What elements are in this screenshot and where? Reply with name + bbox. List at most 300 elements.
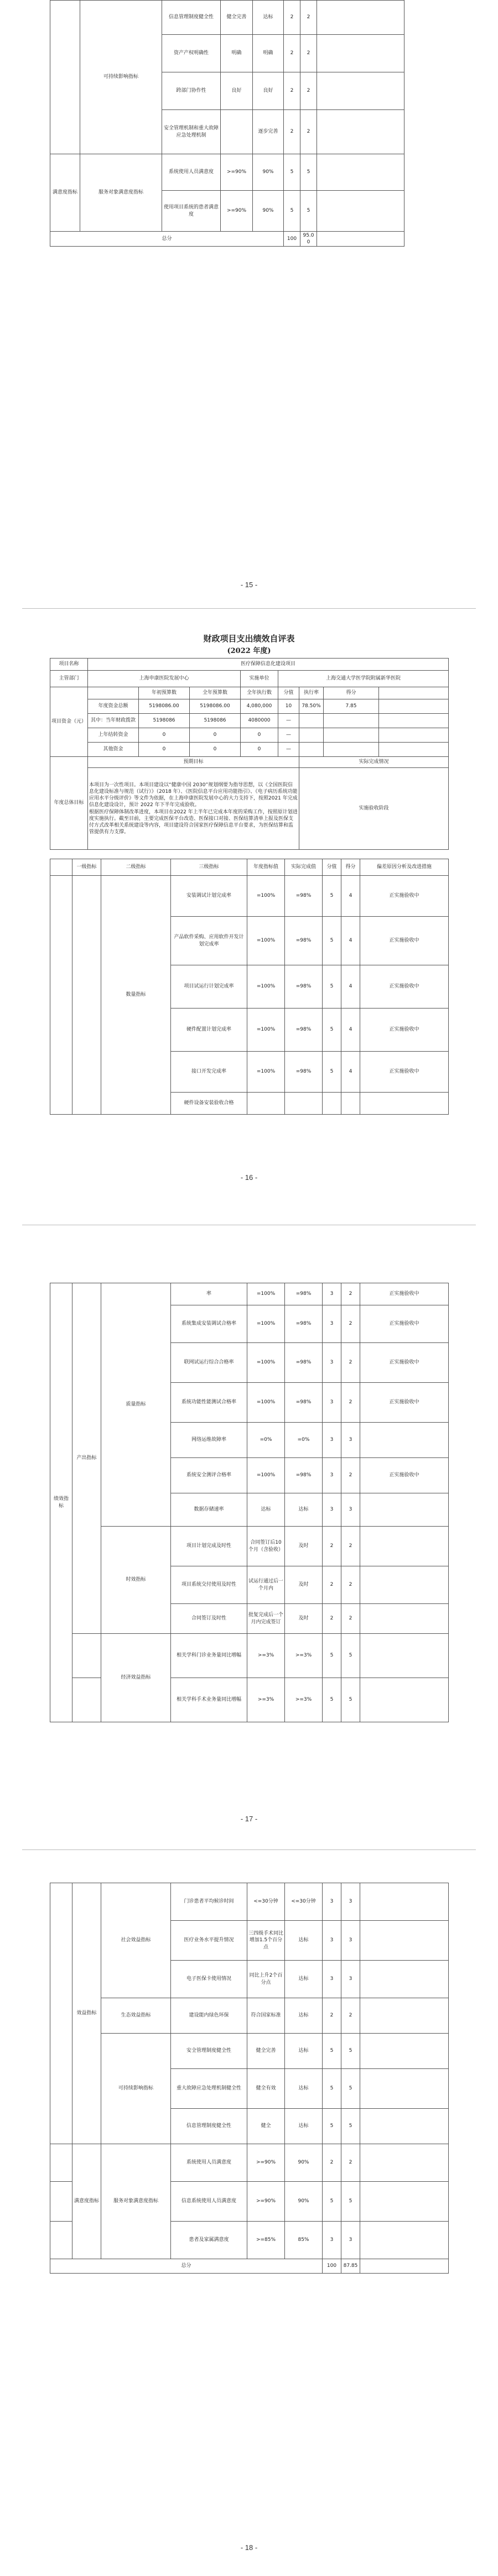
ind-head: 二级指标 bbox=[101, 859, 171, 876]
target-value: 试运行通过后一个月内 bbox=[247, 1566, 285, 1604]
note bbox=[360, 2109, 449, 2144]
l3-indicator: 项目系统交付使用及时性 bbox=[171, 1566, 247, 1604]
actual-value: =98% bbox=[285, 1383, 323, 1423]
l3-indicator: 信息管理制度健全性 bbox=[162, 1, 221, 35]
deviation-note: 正实施验收中 bbox=[360, 1343, 449, 1383]
score: 2 bbox=[341, 1604, 360, 1634]
deviation-note: 正实施验收中 bbox=[360, 917, 449, 965]
page-16 bbox=[0, 625, 498, 1222]
fund-head: 分值 bbox=[278, 687, 299, 699]
page-number: - 17 - bbox=[240, 1815, 258, 1823]
target-value: =100% bbox=[247, 1305, 285, 1343]
fund-cell: 4080000 bbox=[241, 714, 278, 728]
note bbox=[317, 232, 404, 247]
dept-value: 上海申康医院发展中心 bbox=[88, 671, 241, 687]
target-value: <=30分钟 bbox=[247, 1883, 285, 1921]
fund-cell: — bbox=[278, 728, 299, 743]
deviation-note bbox=[360, 1423, 449, 1458]
target-value: =0% bbox=[247, 1423, 285, 1458]
weight: 2 bbox=[284, 1, 300, 35]
l2-time: 时效指标 bbox=[101, 1527, 171, 1634]
score: 3 bbox=[341, 2222, 360, 2259]
target-value bbox=[247, 1093, 285, 1115]
cell-blank bbox=[50, 2144, 72, 2182]
fund-cell: 0 bbox=[241, 728, 278, 743]
weight: 3 bbox=[323, 1458, 341, 1493]
total-full: 100 bbox=[323, 2259, 341, 2274]
total-score: 87.85 bbox=[341, 2259, 360, 2274]
l3-indicator: 硬件设备安装验收合格 bbox=[171, 1093, 247, 1115]
target-value: 符合国家标准 bbox=[247, 1998, 285, 2034]
cell-blank bbox=[72, 876, 101, 1115]
weight: 3 bbox=[323, 1493, 341, 1527]
target-value: =100% bbox=[247, 876, 285, 917]
note bbox=[360, 2222, 449, 2259]
weight: 3 bbox=[323, 2222, 341, 2259]
l1-satisfaction: 满意度指标 bbox=[72, 2144, 101, 2259]
cell-blank bbox=[50, 859, 72, 876]
score: 4 bbox=[341, 917, 360, 965]
actual-value: 达标 bbox=[285, 1493, 323, 1527]
l3-indicator: 建设能内绿色环保 bbox=[171, 1998, 247, 2034]
weight: 2 bbox=[284, 72, 300, 110]
cell-blank bbox=[379, 687, 449, 699]
target-value: 健全 bbox=[247, 2109, 285, 2144]
l3-indicator: 信息管理制度健全性 bbox=[171, 2109, 247, 2144]
score: 5 bbox=[300, 191, 317, 232]
deviation-note: 正实施验收中 bbox=[360, 1305, 449, 1343]
actual-value: >=3% bbox=[285, 1678, 323, 1722]
indicator-table-p15 bbox=[50, 0, 404, 247]
score: 4 bbox=[341, 876, 360, 917]
ind-head: 实际完成值 bbox=[285, 859, 323, 876]
cell-blank bbox=[379, 728, 449, 743]
actual-value: =98% bbox=[285, 1052, 323, 1093]
l2-quantity: 数量指标 bbox=[101, 876, 171, 1115]
weight: 3 bbox=[323, 1383, 341, 1423]
fund-cell bbox=[299, 728, 324, 743]
l2-service: 服务对象满意度指标 bbox=[80, 154, 162, 232]
actual-value: 及时 bbox=[285, 1566, 323, 1604]
score: 2 bbox=[341, 1305, 360, 1343]
note bbox=[317, 110, 404, 154]
cell-blank bbox=[88, 687, 139, 699]
fund-cell: 0 bbox=[139, 728, 190, 743]
page-17 bbox=[0, 1227, 498, 1852]
fund-head: 全年执行数 bbox=[241, 687, 278, 699]
deviation-note: 正实施验收中 bbox=[360, 1458, 449, 1493]
weight: 2 bbox=[323, 1604, 341, 1634]
page-number: - 18 - bbox=[240, 2543, 258, 2552]
l3-indicator: 项目试运行计划完成率 bbox=[171, 965, 247, 1009]
target-value: =100% bbox=[247, 1283, 285, 1305]
l3-indicator: 安装调试计划完成率 bbox=[171, 876, 247, 917]
weight: 3 bbox=[323, 1343, 341, 1383]
actual-value: 明确 bbox=[253, 35, 284, 72]
weight: 5 bbox=[323, 965, 341, 1009]
actual-value: =98% bbox=[285, 1458, 323, 1493]
l3-indicator: 安全管理制度健全性 bbox=[171, 2034, 247, 2069]
name-label: 项目名称 bbox=[50, 659, 88, 671]
actual-value: 90% bbox=[253, 191, 284, 232]
total-score: 95.00 bbox=[300, 232, 317, 247]
score: 5 bbox=[341, 2182, 360, 2222]
target-value: 批复完成后一个月内完成签订 bbox=[247, 1604, 285, 1634]
target-value: >=90% bbox=[247, 2144, 285, 2182]
deviation-note bbox=[360, 1634, 449, 1678]
actual-value: =98% bbox=[285, 1283, 323, 1305]
target-value: >=85% bbox=[247, 2222, 285, 2259]
l3-indicator: 资产产权明确性 bbox=[162, 35, 221, 72]
score: 2 bbox=[341, 1998, 360, 2034]
fund-row-label: 其他资金 bbox=[88, 743, 139, 757]
actual-value bbox=[285, 1093, 323, 1115]
weight: 2 bbox=[284, 35, 300, 72]
cell-blank bbox=[50, 1883, 72, 2144]
actual-value: =0% bbox=[285, 1423, 323, 1458]
actual-value: 90% bbox=[253, 154, 284, 191]
actual-value: 达标 bbox=[253, 1, 284, 35]
score bbox=[341, 1093, 360, 1115]
l2-quality: 质量指标 bbox=[101, 1283, 171, 1527]
note bbox=[360, 1921, 449, 1961]
actual-value: 及时 bbox=[285, 1527, 323, 1566]
note bbox=[360, 2034, 449, 2069]
actual-value: 良好 bbox=[253, 72, 284, 110]
l3-indicator: 联网试运行综合合格率 bbox=[171, 1343, 247, 1383]
weight: 2 bbox=[323, 1566, 341, 1604]
score: 2 bbox=[341, 1458, 360, 1493]
deviation-note: 正实施验收中 bbox=[360, 1383, 449, 1423]
target-value: >=3% bbox=[247, 1678, 285, 1722]
weight: 5 bbox=[323, 876, 341, 917]
target-value: >=90% bbox=[221, 191, 253, 232]
fund-cell: 78.50% bbox=[299, 699, 324, 714]
fund-cell bbox=[299, 714, 324, 728]
l3-indicator: 硬件配置计划完成率 bbox=[171, 1009, 247, 1052]
deviation-note bbox=[360, 1604, 449, 1634]
score: 4 bbox=[341, 1009, 360, 1052]
target-value: 合同签订后10个月（含验收） bbox=[247, 1527, 285, 1566]
total-full: 100 bbox=[284, 232, 300, 247]
target-value: =100% bbox=[247, 1009, 285, 1052]
actual-value: =98% bbox=[285, 1343, 323, 1383]
project-info-table bbox=[50, 658, 449, 850]
note bbox=[360, 2182, 449, 2222]
actual-value: =98% bbox=[285, 1009, 323, 1052]
deviation-note: 正实施验收中 bbox=[360, 1009, 449, 1052]
total-label: 总分 bbox=[50, 232, 284, 247]
weight: 3 bbox=[323, 1423, 341, 1458]
fund-cell: 0 bbox=[241, 743, 278, 757]
weight bbox=[323, 1093, 341, 1115]
fund-cell: — bbox=[278, 714, 299, 728]
score: 5 bbox=[341, 1634, 360, 1678]
target-value: >=90% bbox=[221, 154, 253, 191]
report-title: 财政项目支出绩效自评表 bbox=[203, 634, 295, 644]
fund-head: 执行率 bbox=[299, 687, 324, 699]
score: 2 bbox=[341, 1383, 360, 1423]
actual-value: =98% bbox=[285, 876, 323, 917]
weight: 2 bbox=[323, 2144, 341, 2182]
l3-indicator: 信息系统使用人员满意度 bbox=[171, 2182, 247, 2222]
score: 5 bbox=[341, 2034, 360, 2069]
page-divider bbox=[22, 608, 476, 609]
weight: 3 bbox=[323, 1883, 341, 1921]
fund-cell bbox=[299, 743, 324, 757]
goal-expected-text bbox=[88, 768, 299, 850]
fund-cell bbox=[324, 728, 379, 743]
l2-sustain: 可持续影响指标 bbox=[80, 1, 162, 154]
weight: 2 bbox=[323, 1998, 341, 2034]
target-value: =100% bbox=[247, 1343, 285, 1383]
fund-row-label: 年度资金总额 bbox=[88, 699, 139, 714]
page-number: - 15 - bbox=[240, 581, 258, 589]
ind-head: 偏差原因分析及改进措施 bbox=[360, 859, 449, 876]
l3-indicator: 系统集成安装调试合格率 bbox=[171, 1305, 247, 1343]
deviation-note bbox=[360, 1093, 449, 1115]
report-year: (2022 年度) bbox=[227, 647, 271, 655]
score: 2 bbox=[300, 1, 317, 35]
l3-indicator: 率 bbox=[171, 1283, 247, 1305]
note bbox=[360, 2259, 449, 2274]
note bbox=[360, 2144, 449, 2182]
l1-perf: 绩效指标 bbox=[50, 1283, 72, 1722]
score: 5 bbox=[300, 154, 317, 191]
target-value: =100% bbox=[247, 1052, 285, 1093]
cell-blank bbox=[379, 743, 449, 757]
actual-value: 85% bbox=[285, 2222, 323, 2259]
fund-cell: 4,080,000 bbox=[241, 699, 278, 714]
fund-cell bbox=[324, 714, 379, 728]
indicator-table-p16 bbox=[50, 859, 449, 1115]
weight: 5 bbox=[323, 2109, 341, 2144]
actual-value: 达标 bbox=[285, 1998, 323, 2034]
weight: 5 bbox=[284, 154, 300, 191]
l2-eco: 生态效益指标 bbox=[101, 1998, 171, 2034]
fund-head: 全年预算数 bbox=[190, 687, 241, 699]
ind-head: 得分 bbox=[341, 859, 360, 876]
l2-service: 服务对象满意度指标 bbox=[101, 2144, 171, 2259]
weight: 3 bbox=[323, 1921, 341, 1961]
target-value: 明确 bbox=[221, 35, 253, 72]
score: 2 bbox=[341, 1283, 360, 1305]
score: 3 bbox=[341, 1493, 360, 1527]
cell-blank bbox=[50, 2182, 72, 2222]
impl-value: 上海交通大学医学院附属新华医院 bbox=[278, 671, 449, 687]
deviation-note bbox=[360, 1566, 449, 1604]
score: 3 bbox=[341, 1961, 360, 1998]
actual-value: 达标 bbox=[285, 2109, 323, 2144]
note bbox=[360, 1998, 449, 2034]
target-value: 达标 bbox=[247, 1493, 285, 1527]
deviation-note bbox=[360, 1527, 449, 1566]
weight: 2 bbox=[284, 110, 300, 154]
target-value: 健全有效 bbox=[247, 2069, 285, 2109]
l3-indicator: 使用项目系统的患者满意度 bbox=[162, 191, 221, 232]
fund-cell: 5198086.00 bbox=[139, 699, 190, 714]
score: 5 bbox=[341, 2109, 360, 2144]
fund-cell: 5198086 bbox=[139, 714, 190, 728]
indicator-table-p17 bbox=[50, 1283, 449, 1722]
score: 3 bbox=[341, 1921, 360, 1961]
l3-indicator: 数据存储速率 bbox=[171, 1493, 247, 1527]
l2-economic: 经济效益指标 bbox=[101, 1634, 171, 1722]
fund-row-label: 上年结转资金 bbox=[88, 728, 139, 743]
l3-indicator: 相关学科手术业务量同比增幅 bbox=[171, 1678, 247, 1722]
ind-head: 一级指标 bbox=[72, 859, 101, 876]
note bbox=[317, 1, 404, 35]
weight: 5 bbox=[284, 191, 300, 232]
l3-indicator: 合同签订及时性 bbox=[171, 1604, 247, 1634]
fund-cell: 5198086.00 bbox=[190, 699, 241, 714]
actual-value: 90% bbox=[285, 2144, 323, 2182]
score: 2 bbox=[341, 2144, 360, 2182]
weight: 5 bbox=[323, 1009, 341, 1052]
weight: 3 bbox=[323, 1305, 341, 1343]
l3-indicator: 系统使用人员满意度 bbox=[171, 2144, 247, 2182]
dept-label: 主管部门 bbox=[50, 671, 88, 687]
score: 5 bbox=[341, 1678, 360, 1722]
fund-cell: — bbox=[278, 743, 299, 757]
score: 4 bbox=[341, 965, 360, 1009]
score: 2 bbox=[300, 35, 317, 72]
l3-indicator: 接口开发完成率 bbox=[171, 1052, 247, 1093]
total-label: 总分 bbox=[50, 2259, 323, 2274]
weight: 5 bbox=[323, 2069, 341, 2109]
page-15 bbox=[0, 0, 498, 608]
fund-cell: 0 bbox=[190, 728, 241, 743]
weight: 3 bbox=[323, 1961, 341, 1998]
fund-cell: 7.85 bbox=[324, 699, 379, 714]
target-value: 三四级手术同比增加1.5个百分点 bbox=[247, 1921, 285, 1961]
l3-indicator: 电子医保卡使用情况 bbox=[171, 1961, 247, 1998]
score: 3 bbox=[341, 1883, 360, 1921]
l3-indicator: 医疗业务水平提升情况 bbox=[171, 1921, 247, 1961]
score: 2 bbox=[341, 1566, 360, 1604]
page-number: - 16 - bbox=[240, 1173, 258, 1182]
weight: 5 bbox=[323, 2034, 341, 2069]
l2-social: 社会效益指标 bbox=[101, 1883, 171, 1998]
goal-paragraph-1: 本项目为一次性项目。本项目建设以“健康中国 2030”规划纲要为指导思想，以《全国医院信息化建设标准与规范（试行）》（2018 年）、《医院信息平台应用功能指引》、《电子病历系统功能应用水平分级评价》等文件为依据，在上海申康医院发展中心的大力支持下，按照2021 年完成信息化建设设计，预计 2022 年下半年完成验收。 bbox=[89, 782, 298, 808]
fund-cell bbox=[324, 743, 379, 757]
deviation-note bbox=[360, 1678, 449, 1722]
l3-indicator: 跨部门协作性 bbox=[162, 72, 221, 110]
project-name: 医疗保障信息化建设项目 bbox=[88, 659, 449, 671]
note bbox=[317, 72, 404, 110]
target-value: 同比上升2个百分点 bbox=[247, 1961, 285, 1998]
deviation-note: 正实施验收中 bbox=[360, 965, 449, 1009]
l3-indicator: 系统安全测评合格率 bbox=[171, 1458, 247, 1493]
target-value: =100% bbox=[247, 965, 285, 1009]
score: 2 bbox=[341, 1343, 360, 1383]
weight: 5 bbox=[323, 917, 341, 965]
score: 2 bbox=[341, 1527, 360, 1566]
deviation-note: 正实施验收中 bbox=[360, 1283, 449, 1305]
target-value: =100% bbox=[247, 1383, 285, 1423]
fund-cell: 0 bbox=[139, 743, 190, 757]
note bbox=[360, 1961, 449, 1998]
weight: 5 bbox=[323, 1678, 341, 1722]
actual-value: 达标 bbox=[285, 1961, 323, 1998]
goal-label: 年度总体目标 bbox=[50, 757, 88, 850]
note bbox=[317, 191, 404, 232]
l3-indicator: 门诊患者平均候诊时间 bbox=[171, 1883, 247, 1921]
l3-indicator: 患者及家属满意度 bbox=[171, 2222, 247, 2259]
deviation-note: 正实施验收中 bbox=[360, 1052, 449, 1093]
ind-head: 三级指标 bbox=[171, 859, 247, 876]
actual-value: 及时 bbox=[285, 1604, 323, 1634]
l3-indicator: 重大故障应急处理机制健全性 bbox=[171, 2069, 247, 2109]
weight: 3 bbox=[323, 1283, 341, 1305]
l3-indicator: 安全管理机制和重大故障应急处理机制 bbox=[162, 110, 221, 154]
target-value: >=90% bbox=[247, 2182, 285, 2222]
l3-indicator: 产品软件采购、应用软件开发计划完成率 bbox=[171, 917, 247, 965]
l1-satisfaction: 满意度指标 bbox=[50, 154, 80, 232]
goal-paragraph-2: 根据医疗保障体制改革进度，本项目在2022 年上半年已完成本年度的采购工作，按照原计划进度实施执行。截至目前，主要完成医保平台改造、医保接口对接、医保结算清单上报及医保支付方式改革相关系统建设等内容，项目建设符合国家医疗保障信息平台要求，为医保结算和监管提供有力支撑。 bbox=[89, 809, 298, 835]
actual-value: 达标 bbox=[285, 2069, 323, 2109]
cell-blank bbox=[50, 876, 72, 1115]
score: 4 bbox=[341, 1052, 360, 1093]
note bbox=[317, 35, 404, 72]
score: 5 bbox=[341, 2069, 360, 2109]
target-value: 健全完善 bbox=[221, 1, 253, 35]
indicator-table-p18 bbox=[50, 1883, 449, 2274]
weight: 5 bbox=[323, 2182, 341, 2222]
note bbox=[360, 1883, 449, 1921]
weight: 5 bbox=[323, 1634, 341, 1678]
actual-value: =98% bbox=[285, 917, 323, 965]
impl-label: 实施单位 bbox=[241, 671, 278, 687]
ind-head: 年度指标值 bbox=[247, 859, 285, 876]
target-value: 健全完善 bbox=[247, 2034, 285, 2069]
cell-blank bbox=[72, 1678, 101, 1722]
fund-head: 得分 bbox=[324, 687, 379, 699]
target-value: 良好 bbox=[221, 72, 253, 110]
goal-expected-head: 预期目标 bbox=[88, 757, 299, 768]
actual-value: >=3% bbox=[285, 1634, 323, 1678]
cell-blank bbox=[72, 1634, 101, 1678]
score: 3 bbox=[341, 1423, 360, 1458]
l3-indicator: 系统功能性能测试合格率 bbox=[171, 1383, 247, 1423]
fund-cell: 5198086 bbox=[190, 714, 241, 728]
ind-head: 分值 bbox=[323, 859, 341, 876]
weight: 2 bbox=[323, 1527, 341, 1566]
actual-value: 达标 bbox=[285, 2034, 323, 2069]
deviation-note bbox=[360, 1493, 449, 1527]
l1-output: 产出指标 bbox=[72, 1283, 101, 1634]
fund-row-label: 其中：当年财政拨款 bbox=[88, 714, 139, 728]
actual-value: 90% bbox=[285, 2182, 323, 2222]
fund-cell: 0 bbox=[190, 743, 241, 757]
score: 2 bbox=[300, 110, 317, 154]
target-value: >=3% bbox=[247, 1634, 285, 1678]
cell-blank bbox=[379, 714, 449, 728]
actual-value: 逐步完善 bbox=[253, 110, 284, 154]
cell-blank bbox=[50, 1, 80, 154]
weight: 5 bbox=[323, 1052, 341, 1093]
deviation-note: 正实施验收中 bbox=[360, 876, 449, 917]
cell-blank bbox=[50, 2222, 72, 2259]
note bbox=[360, 2069, 449, 2109]
page-18 bbox=[0, 1852, 498, 2571]
fund-cell: 10 bbox=[278, 699, 299, 714]
goal-actual-head: 实际完成情况 bbox=[299, 757, 449, 768]
l1-effect: 效益指标 bbox=[72, 1883, 101, 2144]
target-value: =100% bbox=[247, 917, 285, 965]
fund-label: 项目资金（元） bbox=[50, 687, 88, 757]
l3-indicator: 网络运维故障率 bbox=[171, 1423, 247, 1458]
